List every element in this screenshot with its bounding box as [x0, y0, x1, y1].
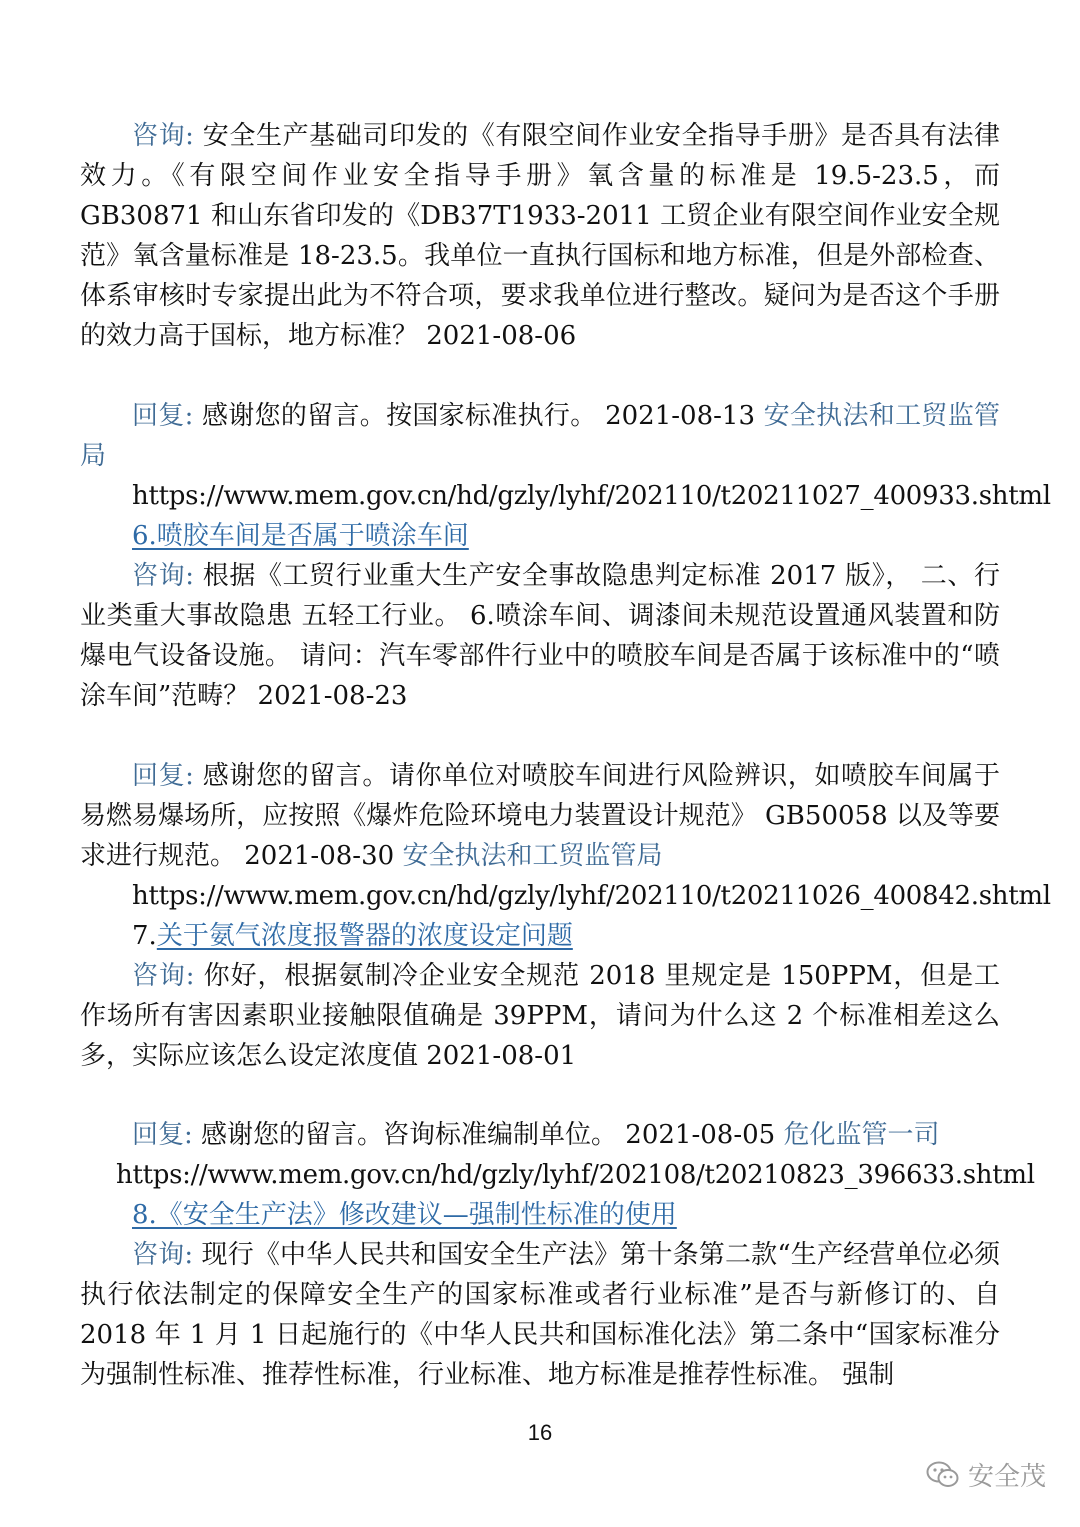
consult-text: 安全生产基础司印发的《有限空间作业安全指导手册》是否具有法律效力。《有限空间作业安全指导手册》氧含量的标准是 19.5-23.5，而 GB30871 和山东省印发的《DB37T1933-2011 工贸企业有限空间作业安全规范》氧含量标准是 18-23.5。我单位一直执行国标和地方标准，但是外部检查、体系审核时专家提出此为不符合项，要求我单位进行整改。疑问为是否这个手册的效力高于国标，地方标准？ 2021-08-06: [80, 121, 1001, 351]
source-url[interactable]: https://www.mem.gov.cn/hd/gzly/lyhf/202110/t20211026_400842.shtml: [132, 881, 1051, 911]
reply-paragraph: [80, 396, 1000, 476]
consult-label: 咨询:: [132, 1240, 194, 1270]
watermark-text: 安全茂: [967, 1462, 1046, 1492]
reply-label: 回复:: [132, 1120, 193, 1150]
section-heading-8[interactable]: [132, 1195, 1052, 1235]
reply-department: 危化监管一司: [783, 1120, 940, 1150]
consult-label: 咨询:: [132, 961, 195, 991]
consult-paragraph: [80, 1235, 1000, 1395]
section-heading-6[interactable]: [132, 516, 1052, 556]
heading-link[interactable]: 关于氨气浓度报警器的浓度设定问题: [156, 921, 573, 951]
heading-link[interactable]: 8.《安全生产法》修改建议—强制性标准的使用: [132, 1200, 677, 1230]
consult-label: 咨询:: [132, 561, 194, 591]
reply-label: 回复:: [132, 761, 194, 791]
consult-text: 现行《中华人民共和国安全生产法》第十条第二款“生产经营单位必须执行依法制定的保障安全生产的国家标准或者行业标准”是否与新修订的、自 2018 年 1 月 1 日起施行的《中华人民共和国标准化法》第二条中“国家标准分为强制性标准、推荐性标准，行业标准、地方标准是推荐性标准。 强制: [80, 1240, 1000, 1390]
source-url[interactable]: https://www.mem.gov.cn/hd/gzly/lyhf/202108/t20210823_396633.shtml: [116, 1160, 1035, 1190]
source-url[interactable]: https://www.mem.gov.cn/hd/gzly/lyhf/202110/t20211027_400933.shtml: [132, 481, 1051, 511]
consult-paragraph: [80, 956, 1000, 1076]
reply-text: 感谢您的留言。请你单位对喷胶车间进行风险辨识，如喷胶车间属于易燃易爆场所，应按照《爆炸危险环境电力装置设计规范》 GB50058 以及等要求进行规范。 2021-08-30: [80, 761, 1001, 871]
reply-label: 回复:: [132, 401, 194, 431]
consult-paragraph: [80, 556, 1000, 716]
reply-text: 感谢您的留言。按国家标准执行。 2021-08-13: [193, 401, 764, 431]
reply-department: 安全执法和工贸监管局: [80, 401, 1000, 471]
consult-text: 你好，根据氨制冷企业安全规范 2018 里规定是 150PPM，但是工作场所有害因素职业接触限值确是 39PPM，请问为什么这 2 个标准相差这么多，实际应该怎么设定浓度值 2021-08-01: [80, 961, 1000, 1071]
wechat-icon: [926, 1460, 960, 1490]
reply-paragraph: [80, 756, 1000, 876]
heading-link[interactable]: 6.喷胶车间是否属于喷涂车间: [132, 521, 469, 551]
consult-text: 根据《工贸行业重大生产安全事故隐患判定标准 2017 版》， 二、行业类重大事故隐患 五轻工行业。 6.喷涂车间、调漆间未规范设置通风装置和防爆电气设备设施。 请问：汽车零部件行业中的喷胶车间是否属于该标准中的“喷涂车间”范畴？ 2021-08-23: [80, 561, 1000, 711]
heading-number: 7.: [132, 921, 157, 951]
reply-paragraph: [80, 1115, 1000, 1155]
section-heading-7[interactable]: [132, 916, 1052, 956]
consult-paragraph: [80, 116, 1000, 356]
page-number: 16: [527, 1420, 553, 1445]
reply-text: 感谢您的留言。咨询标准编制单位。 2021-08-05: [192, 1120, 784, 1150]
reply-department: 安全执法和工贸监管局: [402, 841, 663, 871]
consult-label: 咨询:: [132, 121, 194, 151]
watermark: [926, 1456, 1046, 1493]
